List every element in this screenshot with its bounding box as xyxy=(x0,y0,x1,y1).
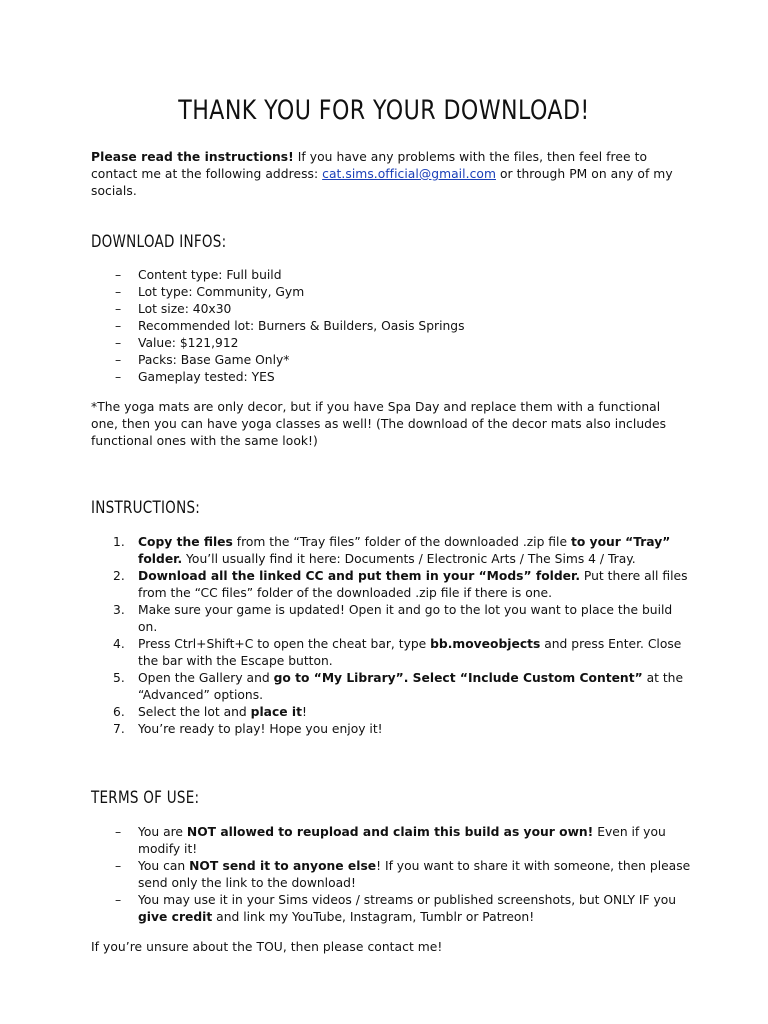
step-bold: to your “Tray” folder. xyxy=(138,535,671,566)
term-text: You can xyxy=(138,859,190,873)
bullet-dash: – xyxy=(115,353,122,367)
email-link[interactable]: cat.sims.official@gmail.com xyxy=(322,167,496,181)
step-text: ! xyxy=(301,705,307,719)
step-number: 4. xyxy=(113,637,125,651)
info-lot-size: Lot size: 40x30 xyxy=(138,302,232,316)
download-infos-heading: DOWNLOAD INFOS: xyxy=(91,232,227,251)
intro-text-end: or through PM on any of my socials. xyxy=(91,167,673,198)
step-bold: bb.moveobjects xyxy=(430,637,541,651)
step-number: 5. xyxy=(113,671,125,685)
step-bold: place it xyxy=(250,705,302,719)
step-number: 3. xyxy=(113,603,125,617)
terms-heading: TERMS OF USE: xyxy=(91,788,200,807)
step-text: You’re ready to play! Hope you enjoy it! xyxy=(138,722,383,736)
bullet-dash: – xyxy=(115,285,122,299)
list-item xyxy=(91,670,691,704)
step-number: 6. xyxy=(113,705,125,719)
page-title: THANK YOU FOR YOUR DOWNLOAD! xyxy=(178,95,590,126)
info-lot-type: Lot type: Community, Gym xyxy=(138,285,305,299)
instructions-list xyxy=(91,534,691,738)
step-text: Open the Gallery and xyxy=(138,671,274,685)
step-text: from the “Tray files” folder of the downloaded .zip file xyxy=(232,535,571,549)
bullet-dash: – xyxy=(115,859,122,873)
term-bold: NOT allowed to reupload and claim this build as your own! xyxy=(186,825,594,839)
instructions-heading: INSTRUCTIONS: xyxy=(91,498,201,517)
list-item xyxy=(91,301,691,318)
step-bold: go to “My Library”. Select “Include Custom Content” xyxy=(273,671,643,685)
bullet-dash: – xyxy=(115,268,122,282)
step-number: 7. xyxy=(113,722,125,736)
info-content-type: Content type: Full build xyxy=(138,268,282,282)
bullet-dash: – xyxy=(115,825,122,839)
closing-line: If you’re unsure about the TOU, then please contact me! xyxy=(91,940,443,954)
list-item xyxy=(91,568,691,602)
step-number: 2. xyxy=(113,569,125,583)
bullet-dash: – xyxy=(115,302,122,316)
list-item xyxy=(91,602,691,636)
list-item xyxy=(91,721,691,738)
step-number: 1. xyxy=(113,535,125,549)
step-text: Press Ctrl+Shift+C to open the cheat bar, type xyxy=(138,637,431,651)
step-bold: Download all the linked CC and put them in your “Mods” folder. xyxy=(138,569,580,583)
term-text: and link my YouTube, Instagram, Tumblr or Patreon! xyxy=(212,910,535,924)
list-item xyxy=(91,335,691,352)
list-item xyxy=(91,704,691,721)
term-bold: NOT send it to anyone else xyxy=(189,859,377,873)
step-bold: Copy the files xyxy=(138,535,233,549)
term-text: ! If you want to share it with someone, then please send only the link to the download! xyxy=(138,859,691,890)
list-item xyxy=(91,284,691,301)
list-item xyxy=(91,892,691,926)
list-item xyxy=(91,858,691,892)
info-value: Value: $121,912 xyxy=(138,336,239,350)
bullet-dash: – xyxy=(115,893,122,907)
list-item xyxy=(91,824,691,858)
intro-paragraph xyxy=(91,149,691,200)
bullet-dash: – xyxy=(115,319,122,333)
list-item xyxy=(91,636,691,670)
yoga-note: *The yoga mats are only decor, but if you have Spa Day and replace them with a functional one, then you can have yoga classes as well! (The download of the decor mats also includes functional ones with the same look!) xyxy=(91,400,667,448)
info-packs: Packs: Base Game Only* xyxy=(138,353,290,367)
bullet-dash: – xyxy=(115,370,122,384)
intro-bold: Please read the instructions! xyxy=(91,150,294,164)
list-item xyxy=(91,318,691,335)
list-item xyxy=(91,352,691,369)
step-text: and press Enter. Close the bar with the Escape button. xyxy=(138,637,682,668)
intro-text: If you have any problems with the files, then feel free to contact me at the following address: xyxy=(91,150,648,181)
step-text: Put there all files from the “CC files” folder of the downloaded .zip file if there is one. xyxy=(138,569,688,600)
term-text: Even if you modify it! xyxy=(138,825,666,856)
step-text: You’ll usually find it here: Documents / Electronic Arts / The Sims 4 / Tray. xyxy=(182,552,636,566)
step-text: at the “Advanced” options. xyxy=(138,671,684,702)
terms-list xyxy=(91,824,691,926)
term-text: You may use it in your Sims videos / streams or published screenshots, but ONLY IF you xyxy=(138,893,677,907)
term-text: You are xyxy=(138,825,187,839)
list-item xyxy=(91,267,691,284)
step-text: Make sure your game is updated! Open it and go to the lot you want to place the build on. xyxy=(138,603,673,634)
download-infos-list xyxy=(91,267,691,386)
bullet-dash: – xyxy=(115,336,122,350)
list-item xyxy=(91,534,691,568)
list-item xyxy=(91,369,691,386)
info-recommended-lot: Recommended lot: Burners & Builders, Oasis Springs xyxy=(138,319,465,333)
term-bold: give credit xyxy=(138,910,213,924)
info-gameplay-tested: Gameplay tested: YES xyxy=(138,370,275,384)
step-text: Select the lot and xyxy=(138,705,251,719)
